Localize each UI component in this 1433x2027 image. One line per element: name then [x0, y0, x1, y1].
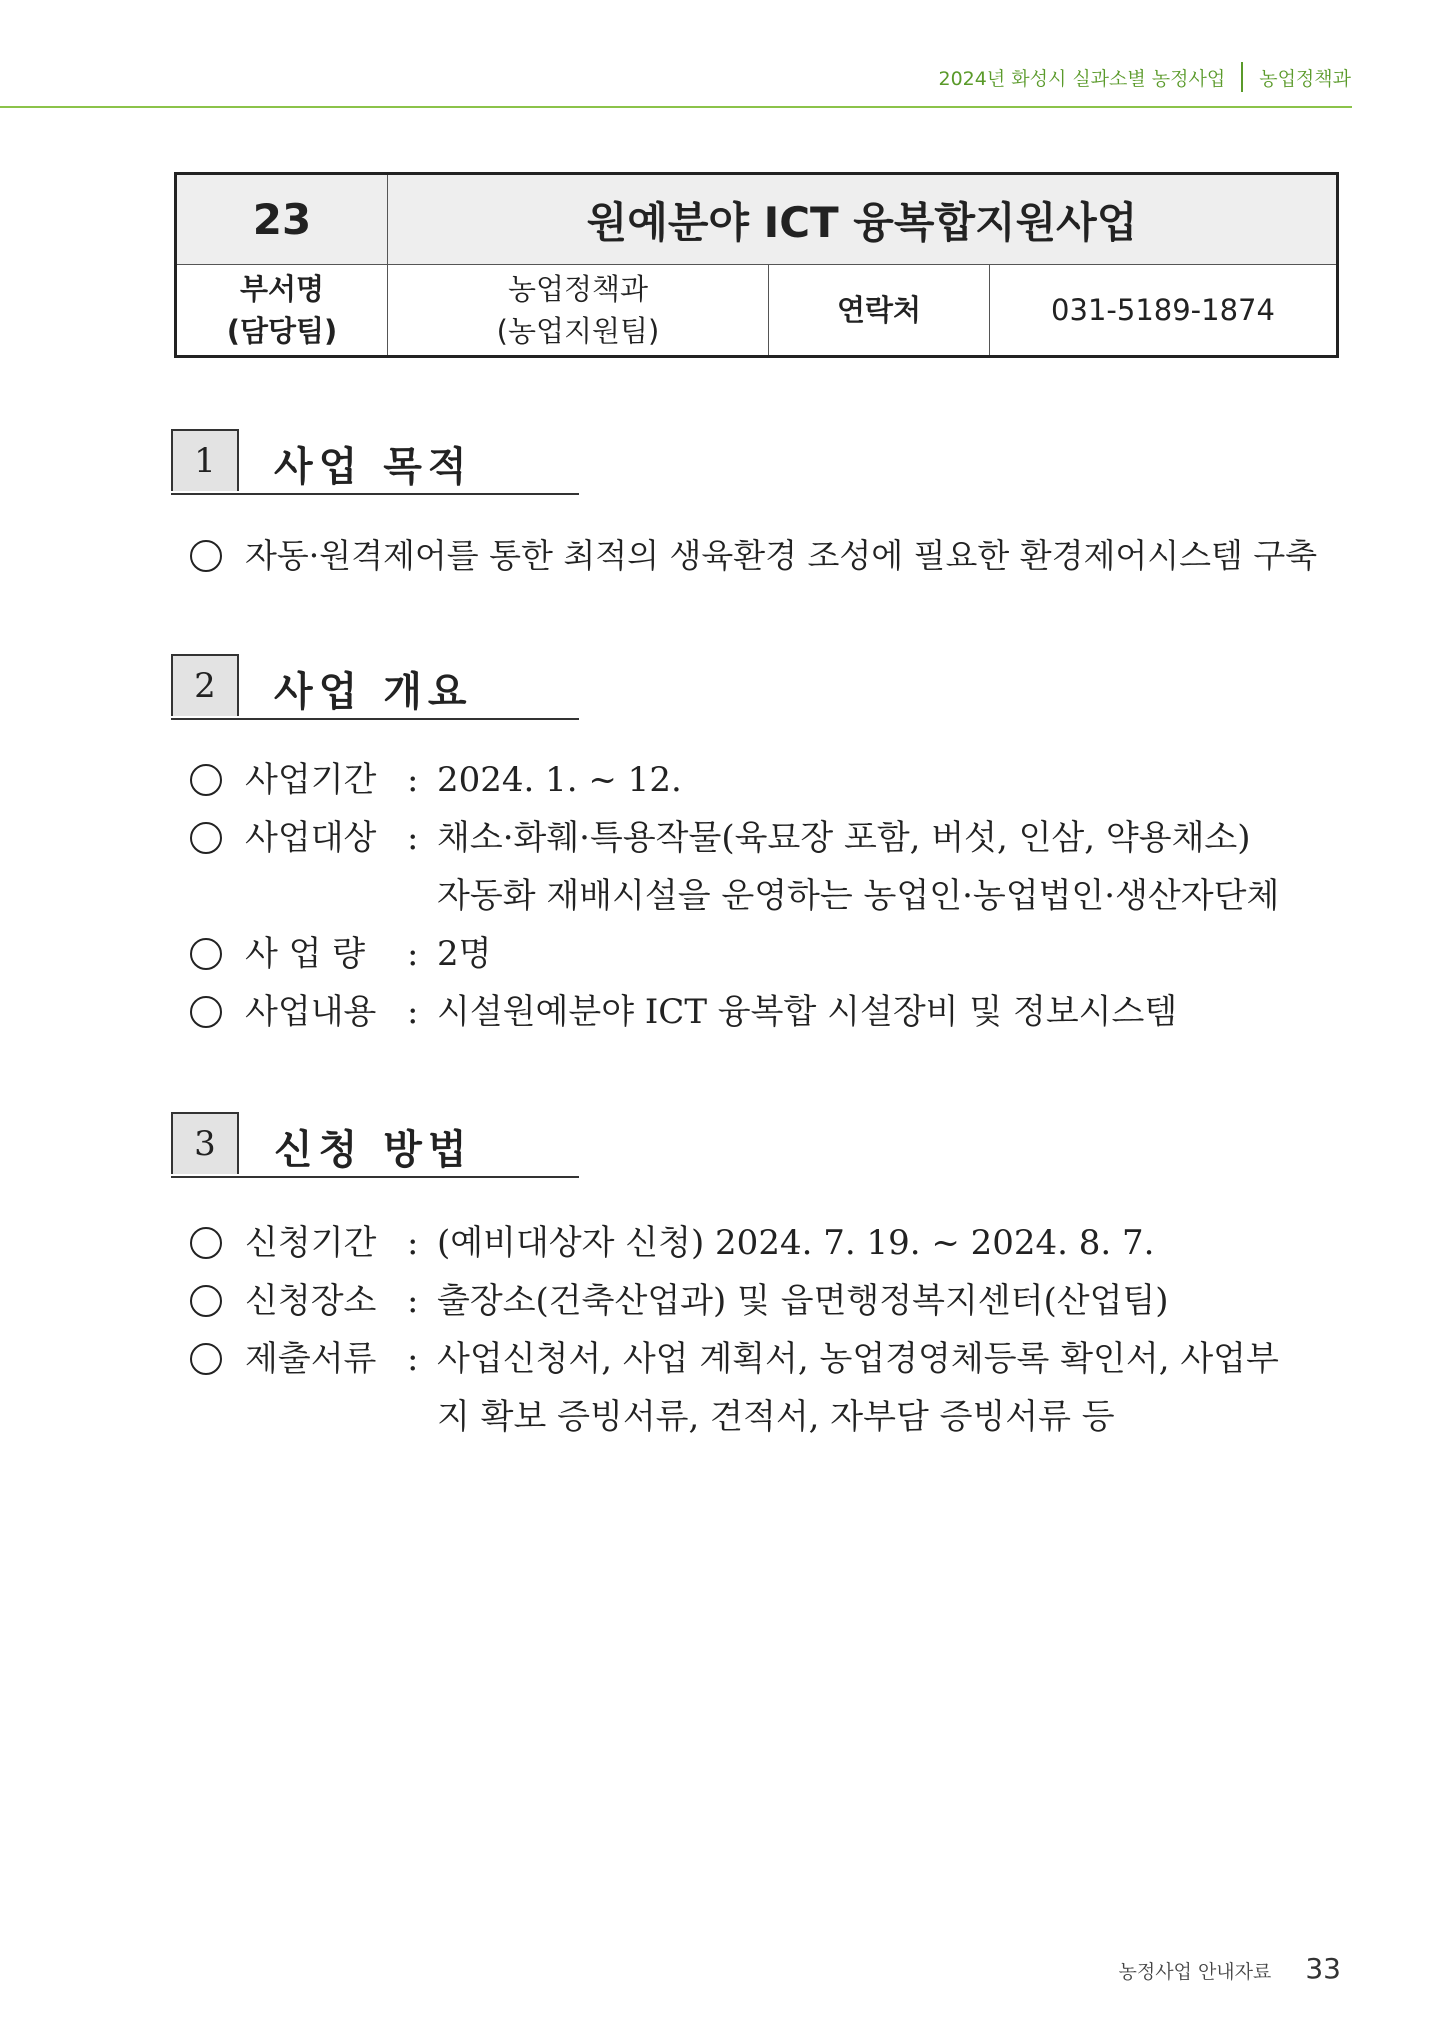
- circle-bullet-icon: [190, 822, 222, 854]
- page-header: [938, 62, 1351, 92]
- circle-bullet-icon: [190, 764, 222, 796]
- item-value: 시설원예분야 ICT 융복합 시설장비 및 정보시스템: [437, 992, 1178, 1032]
- footer-label: 농정사업 안내자료: [1118, 1961, 1272, 1983]
- section-title: 신청 방법: [274, 1127, 473, 1173]
- header-rule: [0, 106, 1352, 108]
- circle-bullet-icon: [190, 1343, 222, 1375]
- project-title: 원예분야 ICT 융복합지원사업: [388, 174, 1338, 265]
- circle-bullet-icon: [190, 540, 222, 572]
- item-value: (예비대상자 신청) 2024. 7. 19. ~ 2024. 8. 7.: [437, 1223, 1155, 1263]
- contact-label: 연락처: [769, 265, 990, 357]
- application-documents-continuation: 지 확보 증빙서류, 견적서, 자부담 증빙서류 등: [437, 1397, 1115, 1437]
- purpose-text: 자동·원격제어를 통한 최적의 생육환경 조성에 필요한 환경제어시스템 구축: [245, 536, 1318, 575]
- item-label: 사 업 량: [245, 934, 366, 974]
- item-label: 사업내용: [245, 992, 377, 1032]
- dept-label: [176, 265, 388, 357]
- header-doc-title: 2024년 화성시 실과소별 농정사업: [938, 67, 1226, 90]
- dept-value: [388, 265, 769, 357]
- item-label: 제출서류: [245, 1339, 377, 1379]
- section-title: 사업 개요: [274, 669, 473, 715]
- colon: :: [407, 760, 419, 800]
- section-title: 사업 목적: [274, 444, 473, 490]
- section-number: 3: [171, 1112, 239, 1174]
- colon: :: [407, 818, 419, 858]
- header-separator: [1241, 62, 1243, 92]
- colon: :: [407, 1223, 419, 1263]
- project-number: 23: [176, 174, 388, 265]
- section-number: 1: [171, 429, 239, 491]
- contact-value: 031-5189-1874: [990, 265, 1338, 357]
- colon: :: [407, 992, 419, 1032]
- colon: :: [407, 934, 419, 974]
- item-label: 신청기간: [245, 1223, 377, 1263]
- header-department: 농업정책과: [1259, 67, 1351, 90]
- circle-bullet-icon: [190, 1285, 222, 1317]
- circle-bullet-icon: [190, 1227, 222, 1259]
- colon: :: [407, 1339, 419, 1379]
- item-value: 2명: [437, 934, 492, 974]
- circle-bullet-icon: [190, 996, 222, 1028]
- item-value: 사업신청서, 사업 계획서, 농업경영체등록 확인서, 사업부: [437, 1339, 1279, 1379]
- page-number: 33: [1305, 1952, 1341, 1985]
- item-label: 신청장소: [245, 1281, 377, 1321]
- project-info-table: [174, 172, 1339, 358]
- overview-target-continuation: 자동화 재배시설을 운영하는 농업인·농업법인·생산자단체: [437, 876, 1280, 916]
- section-heading-overview: [171, 654, 579, 720]
- section-heading-purpose: [171, 429, 579, 495]
- dept-value-line2: (농업지원팀): [496, 314, 660, 348]
- dept-label-line1: 부서명: [239, 271, 325, 306]
- section-heading-application: [171, 1112, 579, 1178]
- dept-value-line1: 농업정책과: [507, 271, 649, 306]
- circle-bullet-icon: [190, 938, 222, 970]
- colon: :: [407, 1281, 419, 1321]
- item-label: 사업대상: [245, 818, 377, 858]
- item-value: 2024. 1. ~ 12.: [437, 760, 682, 800]
- item-value: 출장소(건축산업과) 및 읍면행정복지센터(산업팀): [437, 1281, 1169, 1321]
- dept-label-line2: (담당팀): [226, 314, 338, 348]
- page-footer: [1118, 1952, 1341, 1985]
- section-number: 2: [171, 654, 239, 716]
- item-value: 채소·화훼·특용작물(육묘장 포함, 버섯, 인삼, 약용채소): [437, 818, 1251, 858]
- item-label: 사업기간: [245, 760, 377, 800]
